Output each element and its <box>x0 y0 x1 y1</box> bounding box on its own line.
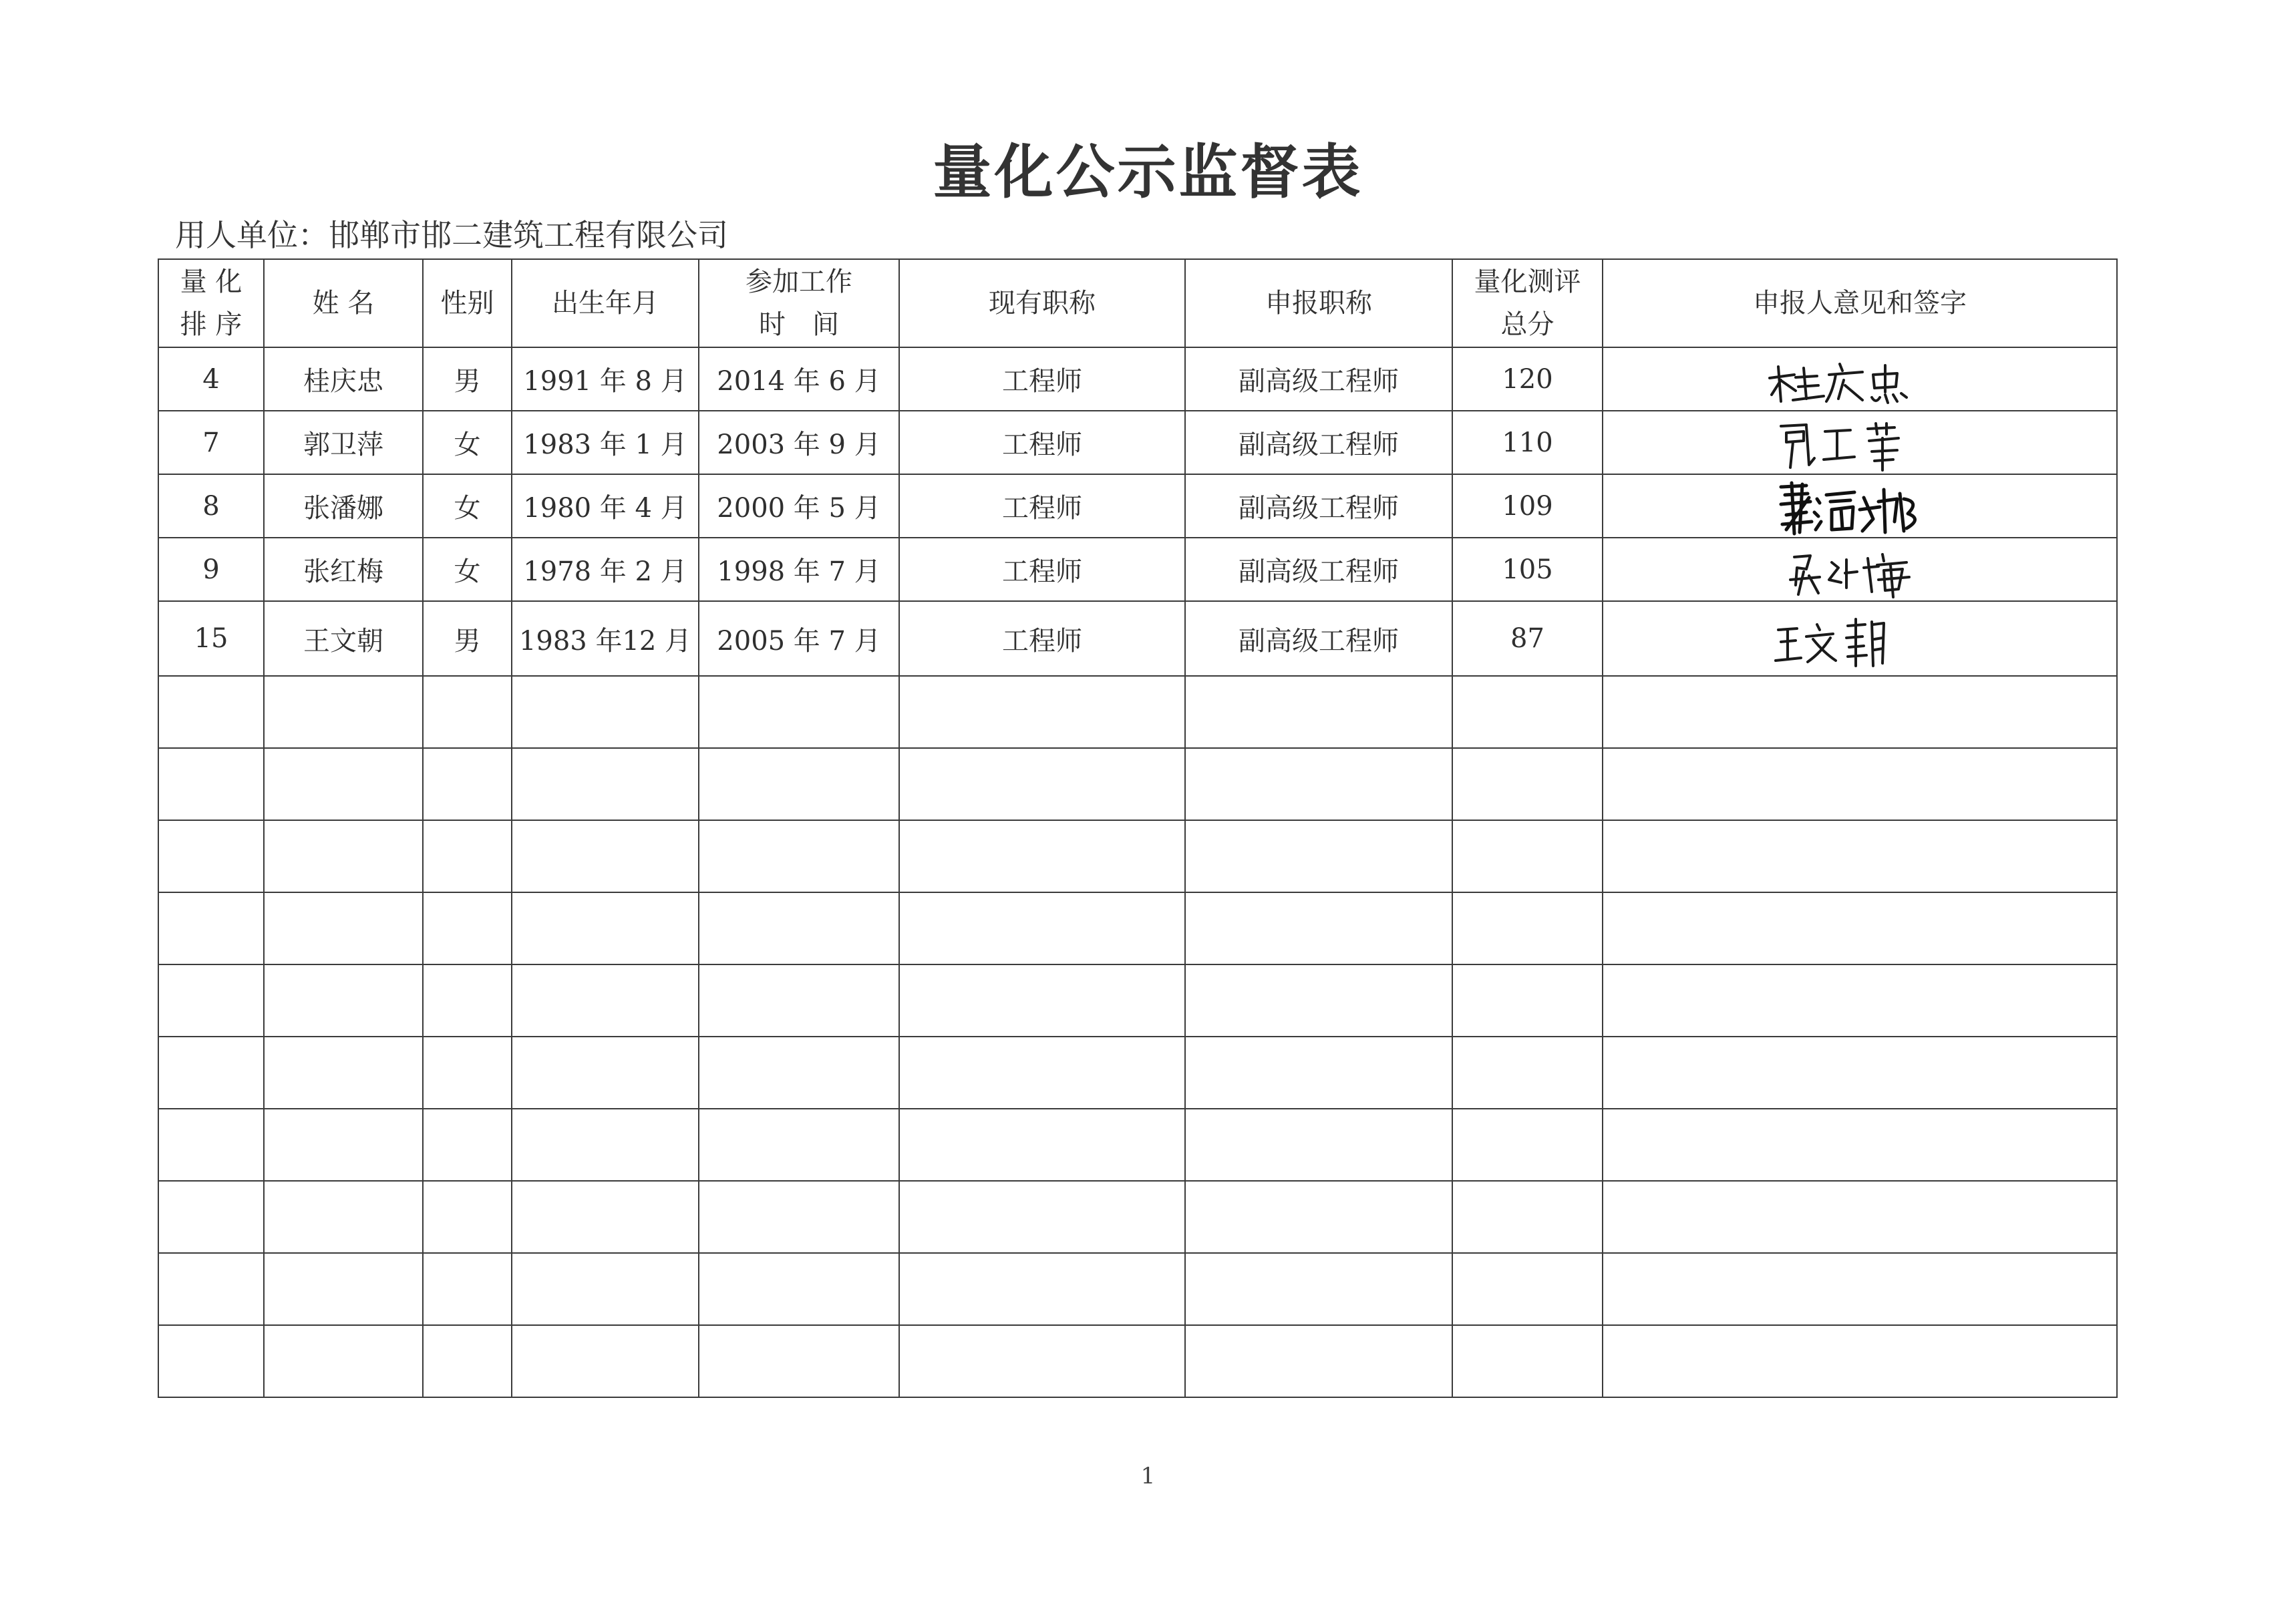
document-title: 量化公示监督表 <box>933 138 1363 206</box>
cell-gender: 男 <box>423 347 512 411</box>
header-rank: 量 化 排 序 <box>158 259 264 347</box>
table-row <box>158 601 2117 676</box>
cell-score: 110 <box>1452 411 1603 474</box>
handwritten-signature <box>1606 348 2120 410</box>
empty-row <box>158 1325 2117 1397</box>
empty-row <box>158 748 2117 820</box>
table-row <box>158 538 2117 601</box>
cell-applied-title: 副高级工程师 <box>1185 411 1452 474</box>
supervision-table <box>158 258 2118 1398</box>
cell-name: 桂庆忠 <box>264 347 423 411</box>
cell-name: 张潘娜 <box>264 474 423 538</box>
cell-applied-title: 副高级工程师 <box>1185 538 1452 601</box>
cell-rank: 15 <box>158 601 264 676</box>
cell-signature <box>1603 538 2117 601</box>
cell-work-start: 2014 年 6 月 <box>699 347 899 411</box>
empty-row <box>158 1181 2117 1253</box>
cell-gender: 女 <box>423 411 512 474</box>
table-row <box>158 474 2117 538</box>
cell-score: 105 <box>1452 538 1603 601</box>
header-applied-title: 申报职称 <box>1185 259 1452 347</box>
cell-birth: 1978 年 2 月 <box>512 538 699 601</box>
cell-current-title: 工程师 <box>899 474 1185 538</box>
cell-current-title: 工程师 <box>899 411 1185 474</box>
header-birth: 出生年月 <box>512 259 699 347</box>
empty-row <box>158 1037 2117 1109</box>
handwritten-signature <box>1606 538 2120 600</box>
cell-score: 109 <box>1452 474 1603 538</box>
cell-birth: 1983 年12 月 <box>512 601 699 676</box>
employer-line: 用人单位：邯郸市邯二建筑工程有限公司 <box>175 217 728 253</box>
cell-current-title: 工程师 <box>899 601 1185 676</box>
handwritten-signature <box>1606 411 2120 474</box>
cell-rank: 8 <box>158 474 264 538</box>
page-number: 1 <box>1140 1463 1156 1489</box>
header-row <box>158 259 2117 347</box>
header-gender: 性别 <box>423 259 512 347</box>
cell-signature <box>1603 601 2117 676</box>
cell-rank: 9 <box>158 538 264 601</box>
cell-name: 张红梅 <box>264 538 423 601</box>
handwritten-signature <box>1606 602 2120 675</box>
empty-row <box>158 964 2117 1037</box>
cell-work-start: 2003 年 9 月 <box>699 411 899 474</box>
header-name: 姓 名 <box>264 259 423 347</box>
header-work-start: 参加工作 时 间 <box>699 259 899 347</box>
cell-work-start: 2005 年 7 月 <box>699 601 899 676</box>
cell-work-start: 1998 年 7 月 <box>699 538 899 601</box>
empty-row <box>158 676 2117 748</box>
cell-name: 郭卫萍 <box>264 411 423 474</box>
cell-applied-title: 副高级工程师 <box>1185 474 1452 538</box>
cell-rank: 4 <box>158 347 264 411</box>
cell-current-title: 工程师 <box>899 347 1185 411</box>
header-score: 量化测评 总分 <box>1452 259 1603 347</box>
empty-row <box>158 1109 2117 1181</box>
cell-score: 120 <box>1452 347 1603 411</box>
cell-work-start: 2000 年 5 月 <box>699 474 899 538</box>
header-opinion: 申报人意见和签字 <box>1603 259 2117 347</box>
cell-signature <box>1603 474 2117 538</box>
cell-birth: 1980 年 4 月 <box>512 474 699 538</box>
cell-current-title: 工程师 <box>899 538 1185 601</box>
header-current-title: 现有职称 <box>899 259 1185 347</box>
cell-gender: 女 <box>423 474 512 538</box>
cell-name: 王文朝 <box>264 601 423 676</box>
cell-birth: 1991 年 8 月 <box>512 347 699 411</box>
cell-score: 87 <box>1452 601 1603 676</box>
empty-row <box>158 892 2117 964</box>
cell-signature <box>1603 347 2117 411</box>
cell-gender: 女 <box>423 538 512 601</box>
cell-rank: 7 <box>158 411 264 474</box>
table-row <box>158 347 2117 411</box>
handwritten-signature <box>1606 475 2120 537</box>
cell-applied-title: 副高级工程师 <box>1185 347 1452 411</box>
table-row <box>158 411 2117 474</box>
empty-row <box>158 820 2117 892</box>
cell-birth: 1983 年 1 月 <box>512 411 699 474</box>
cell-applied-title: 副高级工程师 <box>1185 601 1452 676</box>
cell-gender: 男 <box>423 601 512 676</box>
cell-signature <box>1603 411 2117 474</box>
empty-row <box>158 1253 2117 1325</box>
